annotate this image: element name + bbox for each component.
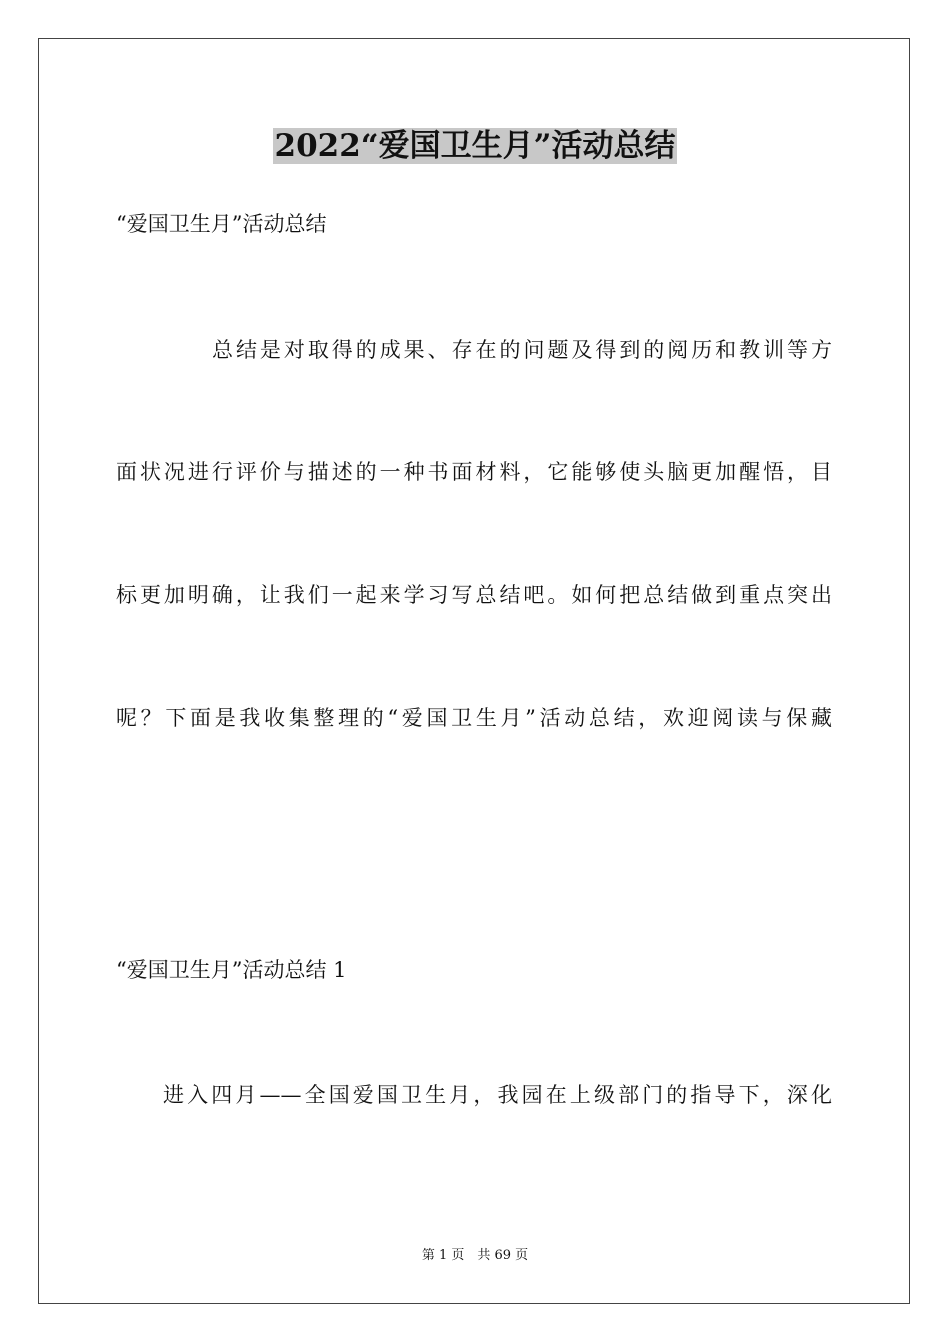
section-line-1: 进入四月——全国爱国卫生月，我园在上级部门的指导下，深化 [163,1083,832,1107]
intro-line-2: 面状况进行评价与描述的一种书面材料，它能够使头脑更加醒悟，目 [116,460,832,484]
document-subtitle: “爱国卫生月”活动总结 [116,212,327,236]
document-title [0,124,950,168]
page-footer: 第 1 页 共 69 页 [421,1248,529,1263]
intro-line-1: 总结是对取得的成果、存在的问题及得到的阅历和教训等方 [212,338,832,362]
document-title-text: 2022“爱国卫生月”活动总结 [274,128,676,164]
intro-line-3: 标更加明确，让我们一起来学习写总结吧。如何把总结做到重点突出 [116,583,832,607]
intro-line-4: 呢？下面是我收集整理的“爱国卫生月”活动总结，欢迎阅读与保藏 [116,706,832,730]
section-heading: “爱国卫生月”活动总结 1 [116,958,347,982]
